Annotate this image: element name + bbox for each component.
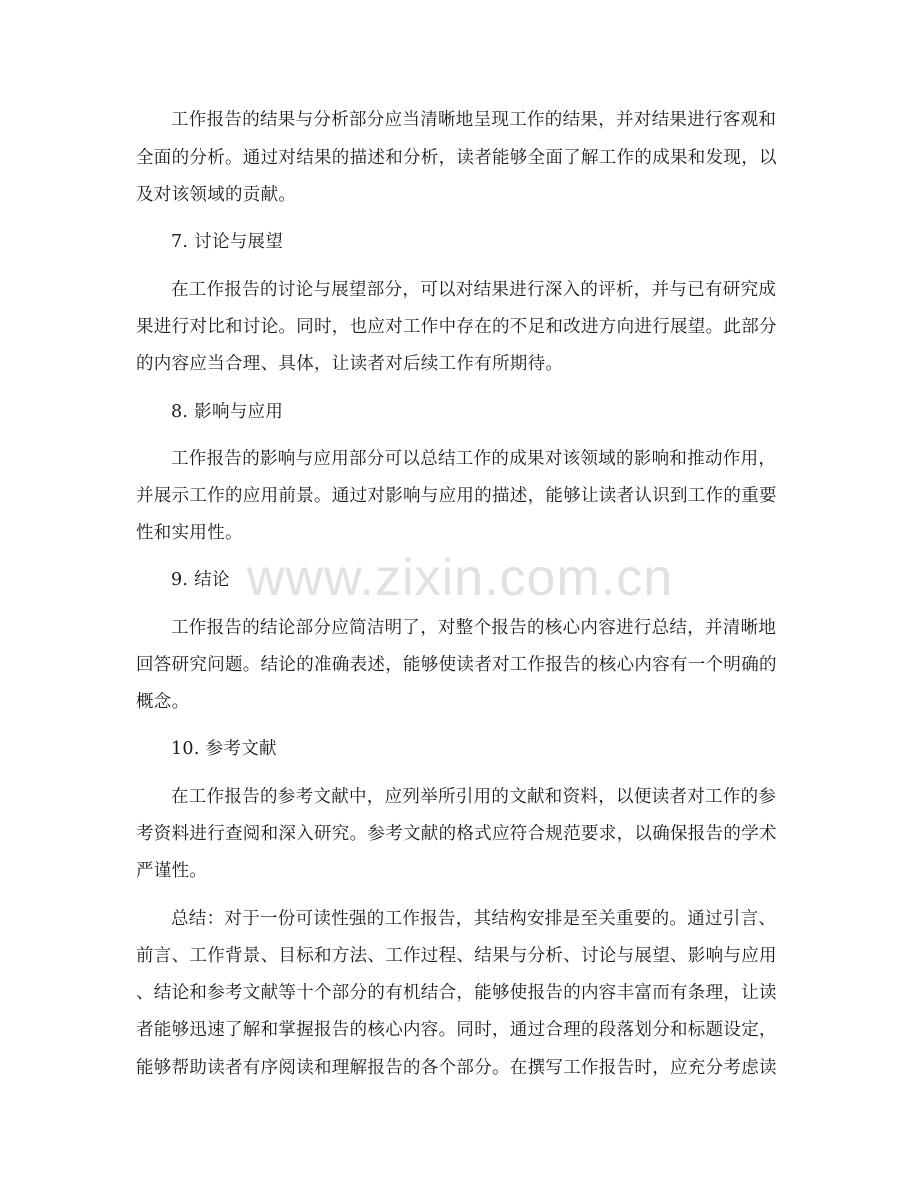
- paragraph-line: 工作报告的结果与分析部分应当清晰地呈现工作的结果，并对结果进行客观和: [171, 110, 777, 130]
- section-heading: 9. 结论: [171, 570, 230, 590]
- paragraph-line: 考资料进行查阅和深入研究。参考文献的格式应符合规范要求，以确保报告的学术: [136, 824, 777, 844]
- section-heading: 7. 讨论与展望: [171, 232, 284, 252]
- paragraph-line: 者能够迅速了解和掌握报告的核心内容。同时，通过合理的段落划分和标题设定，: [136, 1020, 777, 1040]
- paragraph-line: 并展示工作的应用前景。通过对影响与应用的描述，能够让读者认识到工作的重要: [136, 486, 777, 506]
- paragraph-line: 全面的分析。通过对结果的描述和分析，读者能够全面了解工作的成果和发现，以: [136, 148, 777, 168]
- paragraph-line: 前言、工作背景、目标和方法、工作过程、结果与分析、讨论与展望、影响与应用: [136, 946, 777, 966]
- paragraph-line: 总结：对于一份可读性强的工作报告，其结构安排是至关重要的。通过引言、: [171, 909, 777, 929]
- paragraph-line: 性和实用性。: [136, 523, 243, 543]
- paragraph-line: 严谨性。: [136, 861, 208, 881]
- section-heading: 8. 影响与应用: [171, 402, 284, 422]
- paragraph-line: 在工作报告的参考文献中，应列举所引用的文献和资料，以便读者对工作的参: [171, 787, 777, 807]
- section-heading: 10. 参考文献: [171, 739, 277, 759]
- watermark: www.zixin.com.cn: [246, 549, 674, 607]
- paragraph-line: 回答研究问题。结论的准确表述，能够使读者对工作报告的核心内容有一个明确的: [136, 655, 777, 675]
- paragraph-line: 果进行对比和讨论。同时，也应对工作中存在的不足和改进方向进行展望。此部分: [136, 317, 777, 337]
- paragraph-line: 能够帮助读者有序阅读和理解报告的各个部分。在撰写工作报告时，应充分考虑读: [136, 1058, 777, 1078]
- paragraph-line: 工作报告的结论部分应简洁明了，对整个报告的核心内容进行总结，并清晰地: [171, 618, 777, 638]
- paragraph-line: 工作报告的影响与应用部分可以总结工作的成果对该领域的影响和推动作用，: [171, 449, 777, 469]
- paragraph-line: 的内容应当合理、具体，让读者对后续工作有所期待。: [136, 354, 564, 374]
- paragraph-line: 及对该领域的贡献。: [136, 185, 297, 205]
- paragraph-line: 在工作报告的讨论与展望部分，可以对结果进行深入的评析，并与已有研究成: [171, 280, 777, 300]
- paragraph-line: 、结论和参考文献等十个部分的有机结合，能够使报告的内容丰富而有条理，让读: [136, 983, 777, 1003]
- paragraph-line: 概念。: [136, 692, 190, 712]
